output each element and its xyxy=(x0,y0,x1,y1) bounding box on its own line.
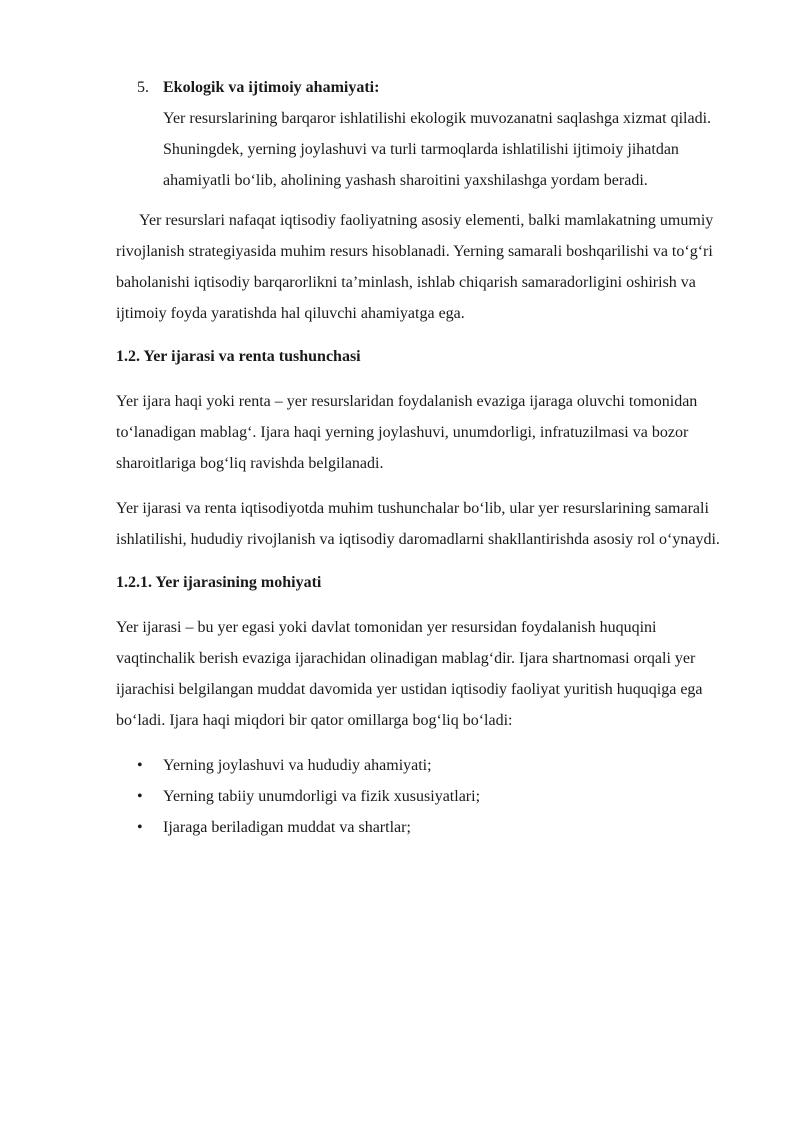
list-item-text: Ijaraga beriladigan muddat va shartlar; xyxy=(163,819,411,836)
spacer xyxy=(116,372,728,386)
numbered-item-5 xyxy=(116,72,728,196)
paragraph-lease-essence: Yer ijarasi – bu yer egasi yoki davlat tomonidan yer resursidan foydalanish huquqini vaqtinchalik berish evaziga ijarachidan olinadigan mablag‘dir. Ijara shartnomasi orqali yer ijarachisi belgilangan muddat davomida yer ustidan iqtisodiy faoliyat yuritish huquqiga ega bo‘ladi. Ijara haqi miqdori bir qator omillarga bog‘liq bo‘ladi: xyxy=(116,619,703,729)
paragraph-land-resources: Yer resurslari nafaqat iqtisodiy faoliyatning asosiy elementi, balki mamlakatning umumiy rivojlanish strategiyasida muhim resurs hisoblanadi. Yerning samarali boshqarilishi va to‘g‘ri baholanishi iqtisodiy barqarorlikni ta’minlash, ishlab chiqarish samaradorligini oshirish va ijtimoiy foyda yaratishda hal qiluvchi ahamiyatga ega. xyxy=(116,212,714,322)
bullet-icon: • xyxy=(137,788,143,805)
factors-list xyxy=(116,750,728,843)
list-item xyxy=(116,812,728,843)
spacer xyxy=(116,736,728,750)
bullet-icon: • xyxy=(137,757,143,774)
spacer xyxy=(116,555,728,567)
item-title: Ekologik va ijtimoiy ahamiyati: xyxy=(163,79,380,96)
list-item xyxy=(116,750,728,781)
spacer xyxy=(116,329,728,341)
spacer xyxy=(116,598,728,612)
section-heading-1-2-1: 1.2.1. Yer ijarasining mohiyati xyxy=(116,574,322,591)
bullet-icon: • xyxy=(137,819,143,836)
item-text: Yer resurslarining barqaror ishlatilishi ekologik muvozanatni saqlashga xizmat qiladi. Shuningdek, yerning joylashuvi va turli tarmoqlarda ishlatilishi ijtimoiy jihatdan ahamiyatli bo‘lib, aholining yashash sharoitini yaxshilashga yordam beradi. xyxy=(163,110,712,189)
list-item-text: Yerning tabiiy unumdorligi va fizik xususiyatlari; xyxy=(163,788,481,805)
item-number: 5. xyxy=(137,79,149,96)
list-item-text: Yerning joylashuvi va hududiy ahamiyati; xyxy=(163,757,432,774)
section-heading-1-2: 1.2. Yer ijarasi va renta tushunchasi xyxy=(116,348,361,365)
spacer xyxy=(116,196,728,205)
page-content xyxy=(116,72,728,843)
paragraph-rent-definition: Yer ijara haqi yoki renta – yer resurslaridan foydalanish evaziga ijaraga oluvchi tomonidan to‘lanadigan mablag‘. Ijara haqi yerning joylashuvi, unumdorligi, infratuzilmasi va bozor sharoitlariga bog‘liq ravishda belgilanadi. xyxy=(116,393,698,472)
paragraph-rent-importance: Yer ijarasi va renta iqtisodiyotda muhim tushunchalar bo‘lib, ular yer resurslarining samarali ishlatilishi, hududiy rivojlanish va iqtisodiy daromadlarni shakllantirishda asosiy rol o‘ynaydi. xyxy=(116,500,720,548)
spacer xyxy=(116,479,728,493)
list-item xyxy=(116,781,728,812)
